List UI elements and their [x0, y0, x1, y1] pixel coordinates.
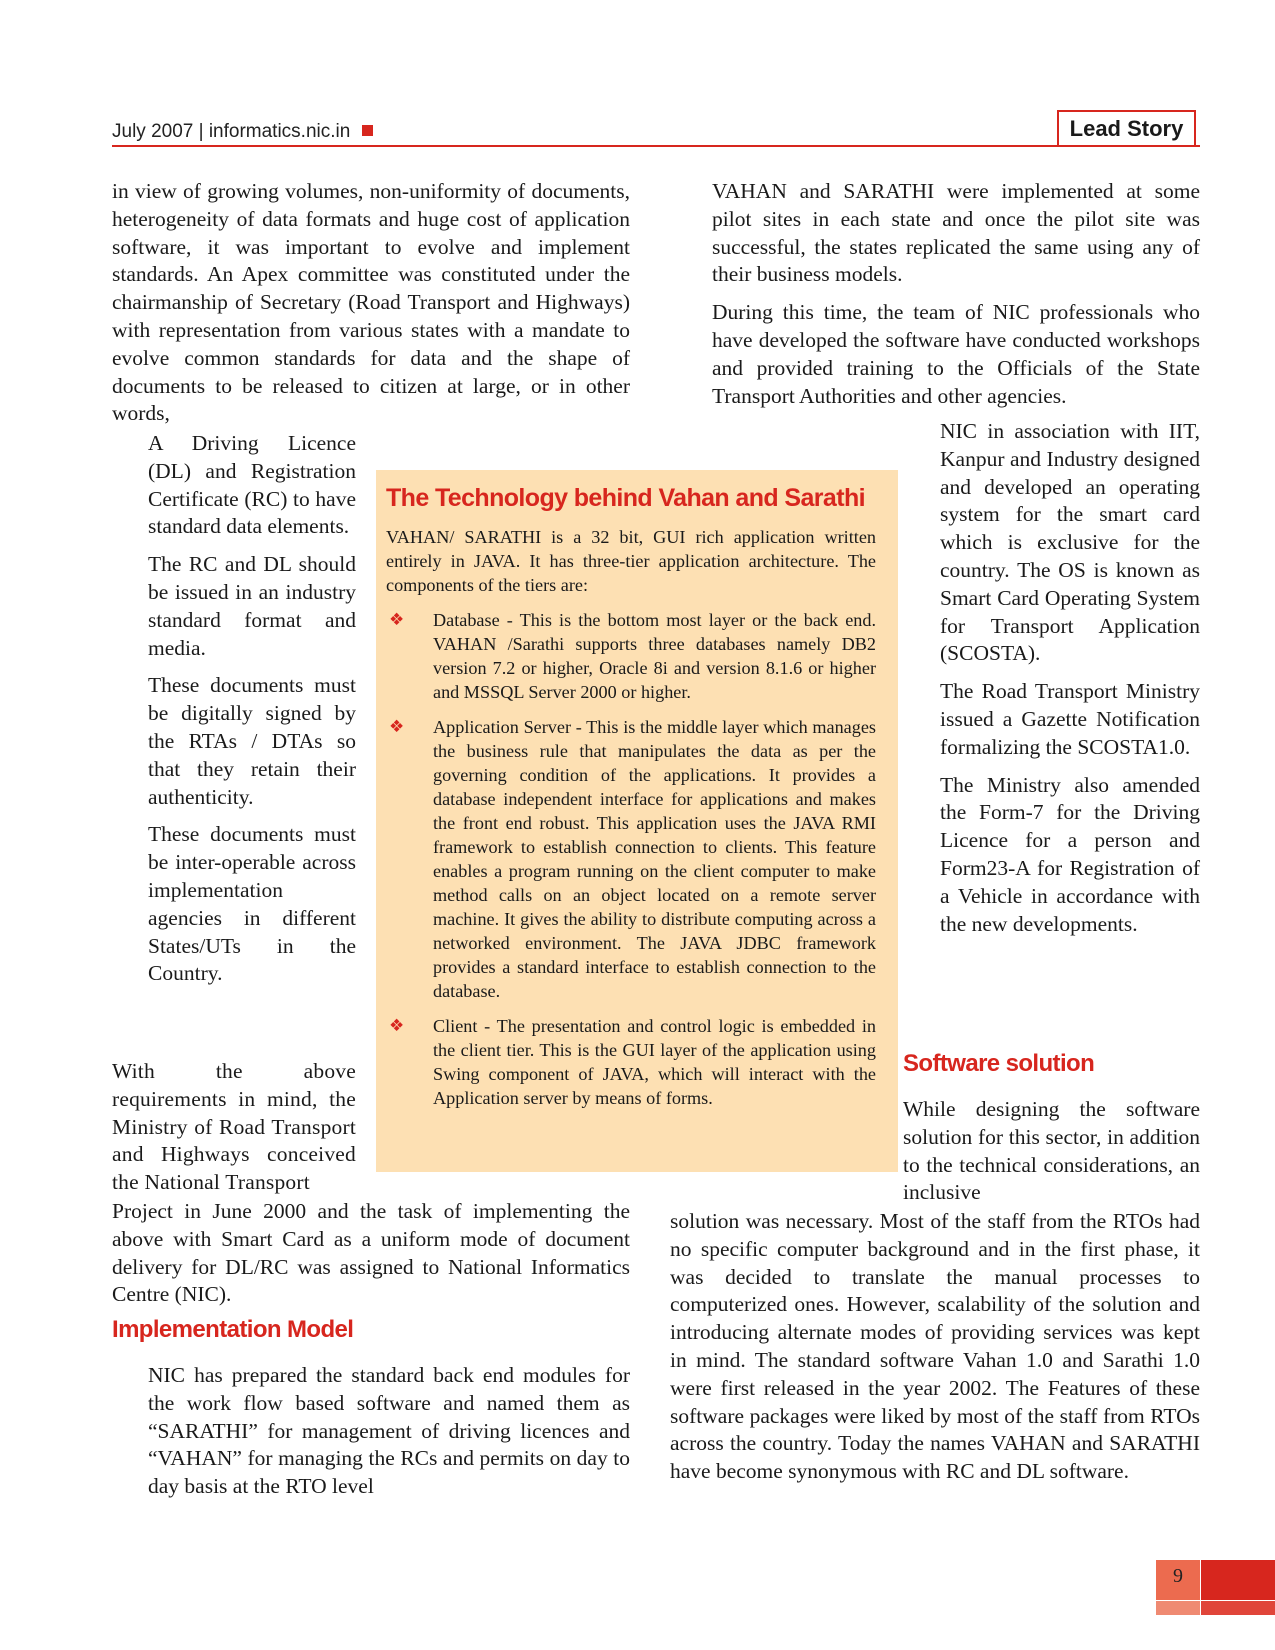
- page-number: 9: [1173, 1565, 1183, 1587]
- tier-item-application-server: [386, 715, 876, 1003]
- software-solution-narrow: [903, 1096, 1200, 1207]
- tech-box-title: The Technology behind Vahan and Sarathi: [386, 484, 865, 512]
- tier-database-text: Database - This is the bottom most layer or the back end. VAHAN /Sarathi supports three databases namely DB2 version 7.2 or higher, Oracle 8i and version 8.1.6 or higher and MSSQL Server 2000 or higher.: [433, 610, 876, 702]
- implementation-model-heading: Implementation Model: [112, 1316, 354, 1343]
- diamond-bullet-icon: ❖: [389, 717, 405, 737]
- requirements-paragraph-start: With the above requirements in mind, the Ministry of Road Transport and Highways conceived the National Transport: [112, 1059, 356, 1195]
- standards-points: [148, 430, 356, 988]
- diamond-bullet-icon: ❖: [389, 1016, 405, 1036]
- tier-item-database: [386, 608, 876, 704]
- tier-item-client: [386, 1014, 876, 1110]
- header-rule: [112, 145, 1200, 147]
- implementation-paragraph: NIC has prepared the standard back end modules for the work flow based software and named them as “SARATHI” for management of driving licences and “VAHAN” for managing the RCs and permits on day to day basis at the RTO level: [148, 1363, 630, 1499]
- software-paragraph-end: solution was necessary. Most of the staff from the RTOs had no specific computer background and in the first phase, it was decided to translate the manual processes to computerized ones. However, scalability of the solution and introducing alternate modes of providing services was kept in mind. The standard software Vahan 1.0 and Sarathi 1.0 were first released in the year 2002. The Features of these software packages were liked by most of the staff from RTOs across the country. Today the names VAHAN and SARATHI have become synonymous with RC and DL software.: [670, 1209, 1200, 1484]
- scosta-paragraph: NIC in association with IIT, Kanpur and Industry designed and developed an operating system for the smart card which is exclusive for the country. The OS is known as Smart Card Operating System for Transport Application (SCOSTA).: [940, 419, 1200, 666]
- software-solution-heading: Software solution: [903, 1050, 1095, 1077]
- page-corner-bar: [1201, 1560, 1275, 1600]
- page-corner-bar-lower: [1201, 1601, 1275, 1615]
- tech-box-intro: VAHAN/ SARATHI is a 32 bit, GUI rich application written entirely in JAVA. It has three-tier application architecture. The components of the tiers are:: [386, 527, 876, 595]
- right-narrow: [940, 418, 1200, 938]
- left-intro: [112, 178, 630, 428]
- requirements-narrow: [112, 1058, 356, 1197]
- point-2: The RC and DL should be issued in an industry standard format and media.: [148, 552, 356, 660]
- intro-paragraph: in view of growing volumes, non-uniformity of documents, heterogeneity of data formats and huge cost of application software, it was important to evolve and implement standards. An Apex committee was constituted under the chairmanship of Secretary (Road Transport and Highways) with representation from various states with a mandate to evolve common standards for data and the shape of documents to be released to citizen at large, or in other words,: [112, 179, 630, 426]
- tier-application-server-text: Application Server - This is the middle layer which manages the business rule that manipulates the data as per the governing condition of the applications. It provides a database independent interface for applications and makes the front end robust. This application uses the JAVA RMI framework to establish connection to clients. This feature enables a program running on the client computer to make method calls on an object located on a remote server machine. It gives the ability to distribute computing across a networked environment. The JAVA JDBC framework provides a standard interface to establish connection to the database.: [433, 717, 876, 1001]
- amended-paragraph: The Ministry also amended the Form-7 for the Driving Licence for a person and Form23-A for Registration of a Vehicle in accordance with the new developments.: [940, 772, 1200, 936]
- software-solution-wide: [670, 1208, 1200, 1486]
- gazette-paragraph: The Road Transport Ministry issued a Gazette Notification formalizing the SCOSTA1.0.: [940, 679, 1200, 759]
- point-4: These documents must be inter-operable across implementation agencies in different States/UTs in the Country.: [148, 822, 356, 986]
- header-date-site: July 2007 | informatics.nic.in: [112, 121, 351, 142]
- section-label-box: [1057, 110, 1196, 145]
- requirements-paragraph-end: Project in June 2000 and the task of implementing the above with Smart Card as a uniform mode of document delivery for DL/RC was assigned to National Informatics Centre (NIC).: [112, 1199, 630, 1307]
- tier-client-text: Client - The presentation and control logic is embedded in the client tier. This is the GUI layer of the application using Swing component of JAVA, which will interact with the Application server by means of forms.: [433, 1016, 876, 1108]
- pilot-paragraph: VAHAN and SARATHI were implemented at some pilot sites in each state and once the pilot site was successful, the states replicated the same using any of their business models.: [712, 179, 1200, 287]
- technology-sidebar-box: [376, 470, 898, 1172]
- implementation-model: [148, 1362, 630, 1501]
- header-square-marker: [362, 125, 373, 136]
- point-1: A Driving Licence (DL) and Registration Certificate (RC) to have standard data elements.: [148, 431, 356, 539]
- page-number-tab-lower: [1156, 1601, 1200, 1615]
- requirements-wide: [112, 1198, 630, 1309]
- software-paragraph-start: While designing the software solution for this sector, in addition to the technical considerations, an inclusive: [903, 1097, 1200, 1205]
- point-3: These documents must be digitally signed by the RTAs / DTAs so that they retain their authenticity.: [148, 673, 356, 809]
- right-top: [712, 178, 1200, 410]
- tier-list: [386, 608, 876, 1110]
- header-publication-info: [112, 121, 373, 143]
- workshops-paragraph: During this time, the team of NIC professionals who have developed the software have conducted workshops and provided training to the Officials of the State Transport Authorities and other agencies.: [712, 300, 1200, 408]
- section-label: Lead Story: [1069, 116, 1184, 141]
- diamond-bullet-icon: ❖: [389, 610, 405, 630]
